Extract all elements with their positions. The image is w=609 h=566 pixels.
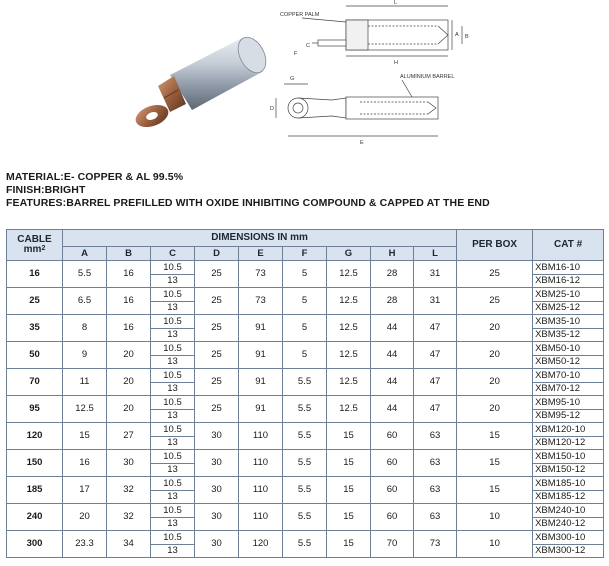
header-cable (7, 230, 63, 261)
table-header (7, 230, 604, 261)
header-dim-c: C (151, 247, 195, 261)
cell-cat: XBM300-12 (533, 544, 604, 558)
cell-c: 13 (151, 355, 195, 369)
cell-cat: XBM70-12 (533, 382, 604, 396)
table-row (7, 396, 604, 410)
cell-cat: XBM120-10 (533, 423, 604, 437)
product-photo (130, 20, 280, 150)
cell-e: 110 (239, 477, 283, 504)
cell-g: 15 (327, 504, 371, 531)
label-copper-palm: COPPER PALM (280, 12, 320, 18)
cell-c: 13 (151, 274, 195, 288)
cell-h: 44 (371, 342, 414, 369)
cell-cat: XBM16-10 (533, 261, 604, 275)
cell-cat: XBM95-12 (533, 409, 604, 423)
cell-f: 5.5 (283, 450, 327, 477)
cell-h: 60 (371, 477, 414, 504)
cell-e: 91 (239, 342, 283, 369)
cell-h: 28 (371, 261, 414, 288)
header-dim-g: G (327, 247, 371, 261)
material-spec: MATERIAL:E- COPPER & AL 99.5% (6, 171, 184, 183)
cell-c: 13 (151, 463, 195, 477)
cell-f: 5.5 (283, 369, 327, 396)
cell-cable: 185 (7, 477, 63, 504)
cell-cable: 95 (7, 396, 63, 423)
cell-e: 91 (239, 369, 283, 396)
cell-h: 60 (371, 423, 414, 450)
cell-a: 6.5 (63, 288, 107, 315)
cell-a: 15 (63, 423, 107, 450)
header-dim-h: H (371, 247, 414, 261)
cell-cat: XBM240-12 (533, 517, 604, 531)
cell-l: 31 (414, 261, 457, 288)
cell-cat: XBM35-10 (533, 315, 604, 329)
header-cable-label: CABLE (17, 234, 52, 245)
finish-spec: FINISH:BRIGHT (6, 184, 86, 196)
cell-c: 13 (151, 382, 195, 396)
cell-d: 30 (195, 531, 239, 558)
cell-e: 110 (239, 450, 283, 477)
table-row (7, 504, 604, 518)
dimensions-table (6, 229, 604, 558)
cell-c: 13 (151, 517, 195, 531)
cell-g: 15 (327, 477, 371, 504)
cell-c: 10.5 (151, 396, 195, 410)
header-per-box: PER BOX (457, 230, 533, 261)
cell-a: 8 (63, 315, 107, 342)
label-e: E (360, 140, 364, 146)
header-dim-d: D (195, 247, 239, 261)
cell-a: 12.5 (63, 396, 107, 423)
cell-cat: XBM50-12 (533, 355, 604, 369)
cell-c: 13 (151, 328, 195, 342)
header-dim-l: L (414, 247, 457, 261)
cell-cat: XBM150-10 (533, 450, 604, 464)
cell-h: 70 (371, 531, 414, 558)
cell-d: 30 (195, 450, 239, 477)
cell-cat: XBM150-12 (533, 463, 604, 477)
cell-g: 12.5 (327, 261, 371, 288)
table-row (7, 261, 604, 275)
cell-l: 73 (414, 531, 457, 558)
cell-f: 5 (283, 288, 327, 315)
cell-c: 10.5 (151, 504, 195, 518)
cell-cat: XBM185-10 (533, 477, 604, 491)
cell-a: 17 (63, 477, 107, 504)
cell-h: 60 (371, 504, 414, 531)
cell-f: 5 (283, 261, 327, 288)
cell-l: 47 (414, 396, 457, 423)
cell-cat: XBM240-10 (533, 504, 604, 518)
label-h: H (394, 60, 398, 66)
cell-a: 16 (63, 450, 107, 477)
label-c: C (306, 43, 310, 49)
header-cat: CAT # (533, 230, 604, 261)
cell-f: 5.5 (283, 477, 327, 504)
cell-a: 23.3 (63, 531, 107, 558)
cell-cable: 240 (7, 504, 63, 531)
header-dim-b: B (107, 247, 151, 261)
cell-g: 15 (327, 450, 371, 477)
table-row (7, 288, 604, 302)
table-row (7, 369, 604, 383)
cell-c: 13 (151, 436, 195, 450)
table-row (7, 450, 604, 464)
cell-e: 73 (239, 261, 283, 288)
cell-a: 9 (63, 342, 107, 369)
table-row (7, 531, 604, 545)
cell-b: 16 (107, 261, 151, 288)
cell-f: 5 (283, 315, 327, 342)
cell-cat: XBM25-10 (533, 288, 604, 302)
cell-cable: 70 (7, 369, 63, 396)
cell-c: 10.5 (151, 315, 195, 329)
cell-b: 32 (107, 504, 151, 531)
cell-cable: 50 (7, 342, 63, 369)
cell-d: 25 (195, 315, 239, 342)
cell-d: 25 (195, 369, 239, 396)
cell-cable: 150 (7, 450, 63, 477)
cell-b: 27 (107, 423, 151, 450)
table-row (7, 315, 604, 329)
cell-cable: 120 (7, 423, 63, 450)
cell-cable: 300 (7, 531, 63, 558)
cell-l: 63 (414, 423, 457, 450)
cell-l: 63 (414, 477, 457, 504)
cell-per-box: 15 (457, 450, 533, 477)
table-row (7, 423, 604, 437)
technical-drawing (262, 0, 492, 160)
header-cable-unit: mm (23, 244, 42, 255)
table-row (7, 342, 604, 356)
cell-f: 5.5 (283, 531, 327, 558)
cell-c: 10.5 (151, 450, 195, 464)
header-dim-a: A (63, 247, 107, 261)
cell-c: 10.5 (151, 261, 195, 275)
cell-g: 15 (327, 423, 371, 450)
cell-l: 31 (414, 288, 457, 315)
cell-c: 10.5 (151, 531, 195, 545)
cell-f: 5.5 (283, 396, 327, 423)
cell-h: 44 (371, 396, 414, 423)
cell-l: 63 (414, 504, 457, 531)
cell-l: 47 (414, 342, 457, 369)
cell-c: 13 (151, 301, 195, 315)
cell-c: 10.5 (151, 477, 195, 491)
cell-l: 63 (414, 450, 457, 477)
cell-d: 30 (195, 504, 239, 531)
table-row (7, 477, 604, 491)
cell-cable: 25 (7, 288, 63, 315)
cell-c: 13 (151, 409, 195, 423)
cell-per-box: 15 (457, 423, 533, 450)
cell-g: 12.5 (327, 315, 371, 342)
cell-f: 5.5 (283, 423, 327, 450)
cell-g: 12.5 (327, 342, 371, 369)
header-dim-e: E (239, 247, 283, 261)
cell-e: 110 (239, 423, 283, 450)
cell-d: 25 (195, 396, 239, 423)
cell-d: 30 (195, 477, 239, 504)
cell-e: 91 (239, 396, 283, 423)
table-body (7, 261, 604, 558)
cell-h: 44 (371, 369, 414, 396)
cell-cat: XBM16-12 (533, 274, 604, 288)
cell-per-box: 10 (457, 504, 533, 531)
cell-b: 20 (107, 396, 151, 423)
cell-h: 44 (371, 315, 414, 342)
cell-cat: XBM95-10 (533, 396, 604, 410)
cell-per-box: 20 (457, 396, 533, 423)
cell-d: 25 (195, 261, 239, 288)
cell-cat: XBM185-12 (533, 490, 604, 504)
cell-per-box: 20 (457, 342, 533, 369)
cell-per-box: 20 (457, 315, 533, 342)
cell-c: 10.5 (151, 423, 195, 437)
cell-per-box: 15 (457, 477, 533, 504)
cell-g: 12.5 (327, 369, 371, 396)
label-l: L (394, 0, 398, 6)
cell-per-box: 25 (457, 261, 533, 288)
cell-h: 60 (371, 450, 414, 477)
cell-cable: 16 (7, 261, 63, 288)
cell-d: 30 (195, 423, 239, 450)
cell-b: 20 (107, 342, 151, 369)
label-f: F (294, 51, 298, 57)
cell-cat: XBM50-10 (533, 342, 604, 356)
cell-d: 25 (195, 288, 239, 315)
cell-b: 16 (107, 288, 151, 315)
cell-c: 10.5 (151, 288, 195, 302)
cell-cat: XBM300-10 (533, 531, 604, 545)
cell-per-box: 25 (457, 288, 533, 315)
cell-e: 120 (239, 531, 283, 558)
cell-b: 30 (107, 450, 151, 477)
cell-cat: XBM25-12 (533, 301, 604, 315)
header-cable-unit-sup: 2 (41, 245, 46, 252)
plan-view (276, 80, 438, 136)
cell-b: 20 (107, 369, 151, 396)
cell-g: 12.5 (327, 396, 371, 423)
label-aluminium-barrel: ALUMINIUM BARREL (400, 74, 455, 80)
cell-f: 5.5 (283, 504, 327, 531)
cell-l: 47 (414, 369, 457, 396)
cell-c: 13 (151, 544, 195, 558)
cell-per-box: 20 (457, 369, 533, 396)
cell-c: 13 (151, 490, 195, 504)
cell-l: 47 (414, 315, 457, 342)
cell-a: 20 (63, 504, 107, 531)
cell-b: 16 (107, 315, 151, 342)
cell-e: 110 (239, 504, 283, 531)
cell-c: 10.5 (151, 342, 195, 356)
cell-cat: XBM35-12 (533, 328, 604, 342)
cell-cable: 35 (7, 315, 63, 342)
label-d: D (270, 106, 274, 112)
features-spec: FEATURES:BARREL PREFILLED WITH OXIDE INHIBITING COMPOUND & CAPPED AT THE END (6, 197, 490, 209)
cell-b: 32 (107, 477, 151, 504)
cell-f: 5 (283, 342, 327, 369)
cell-cat: XBM70-10 (533, 369, 604, 383)
label-a: A (455, 32, 459, 38)
aluminium-barrel (170, 33, 272, 110)
header-dimensions: DIMENSIONS IN mm (63, 230, 457, 247)
cell-g: 15 (327, 531, 371, 558)
side-view (302, 6, 462, 56)
cell-g: 12.5 (327, 288, 371, 315)
cell-b: 34 (107, 531, 151, 558)
cell-h: 28 (371, 288, 414, 315)
cell-e: 73 (239, 288, 283, 315)
cell-e: 91 (239, 315, 283, 342)
cell-a: 11 (63, 369, 107, 396)
header-dim-f: F (283, 247, 327, 261)
label-g: G (290, 76, 295, 82)
cell-a: 5.5 (63, 261, 107, 288)
cell-d: 25 (195, 342, 239, 369)
cell-cat: XBM120-12 (533, 436, 604, 450)
cell-per-box: 10 (457, 531, 533, 558)
cell-c: 10.5 (151, 369, 195, 383)
label-b: B (465, 34, 469, 40)
